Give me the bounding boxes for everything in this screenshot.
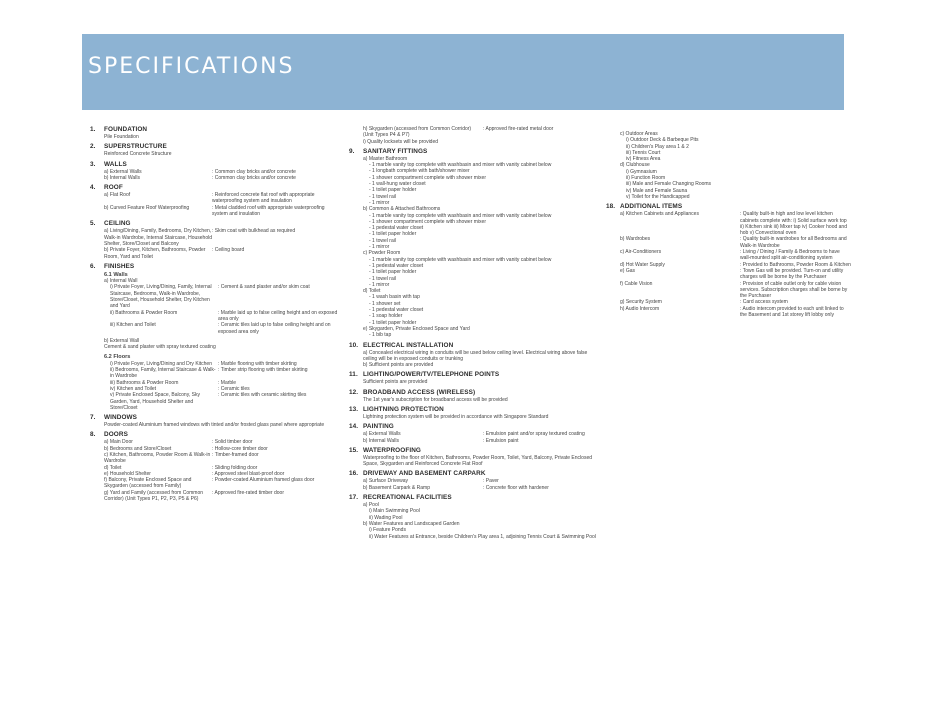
section-superstructure [90,143,340,157]
section-recreational-continued [606,131,851,200]
spec-row: a) Surface Driveway : Paver [363,478,499,485]
list-item: - 1 marble vanity top complete with washbasin and mixer with vanity cabinet below [369,162,552,169]
spec-text: Cement & sand plaster with spray textured coating [104,344,216,351]
spec-row: b) Private Foyer, Kitchen, Bathrooms, Powder Room, Yard and Toilet : Ceiling board [104,247,245,260]
list-item: - 1 mirror [369,244,390,251]
section-ceiling [90,220,340,259]
list-item: iv) Fitness Area [626,156,661,163]
spec-row: c) Air-Conditioners : Living / Dining / Family & Bedrooms to have wall-mounted split air-conditioning system [620,249,840,262]
section-title: WALLS [104,160,127,168]
section-number: 7. [90,414,96,422]
section-title: LIGHTING/POWER/TV/TELEPHONE POINTS [363,371,500,379]
spec-row: v) Private Enclosed Space, Balcony, Sky Garden, Yard, Household Shelter and Store/Closet : Ceramic tiles with ceramic skirting tiles [110,392,307,411]
section-title: SUPERSTRUCTURE [104,143,167,151]
spec-row: h) Skygarden (accessed from Common Corridor) (Unit Types P4 & P7) : Approved fire-rated metal door [363,126,554,139]
section-title: BROADBAND ACCESS (WIRELESS) [363,388,476,396]
section-title: LIGHTNING PROTECTION [363,405,444,413]
spec-row: g) Security System : Card access system [620,299,788,306]
spec-row: a) External Walls : Common clay bricks and/or concrete [104,168,296,175]
fitting-group: b) Common & Attached Bathrooms [363,206,441,213]
spec-row: iii) Bathrooms & Powder Room : Marble [110,379,237,386]
section-number: 1. [90,126,96,133]
section-lightning-protection [349,406,599,420]
list-item: - 1 wash basin with tap [369,294,420,301]
section-number: 17. [349,494,359,502]
spec-text: a) Internal Wall [104,278,138,285]
list-item: - 1 wall-hung water closet [369,181,426,188]
section-number: 6. [90,262,96,270]
section-title: CEILING [104,220,131,228]
spec-row: a) External Walls : Emulsion paint and/or spray textured coating [363,431,585,438]
section-number: 2. [90,143,96,151]
section-lighting-power [349,371,599,385]
list-item: - 1 marble vanity top complete with washbasin and mixer with vanity cabinet below [369,256,552,263]
section-text: Waterproofing to the floor of Kitchen, Bathrooms, Powder Room, Toilet, Yard, Balcony, Private Enclosed Space, Skygarden and Reinforced Concrete Flat Roof [363,454,593,468]
section-painting [349,423,599,444]
list-item: - 1 toilet paper holder [369,231,417,238]
list-item: i) Feature Ponds [369,527,406,534]
spec-text: a) Concealed electrical wiring in conduits will be used below ceiling level. Electrical wiring above false ceiling will be in exposed conduits or trunking [363,349,588,362]
list-item: i) Main Swimming Pool [369,508,420,515]
section-number: 9. [349,147,355,155]
section-text: Powder-coated Aluminium framed windows with tinted and/or frosted glass panel where appropriate [104,422,325,429]
facility-group: d) Clubhouse [620,162,650,169]
spec-row: h) Audio Intercom : Audio intercom provided to each unit linked to the Basement and 1st storey lift lobby only [620,305,844,319]
section-number: 14. [349,423,359,431]
spec-row: b) Basement Carpark & Ramp : Concrete floor with hardener [363,484,549,491]
section-title: FINISHES [104,262,135,270]
column-1 [90,126,340,505]
section-title: RECREATIONAL FACILITIES [363,494,452,502]
fitting-group: d) Toilet [363,288,381,295]
spec-row: d) Hot Water Supply : Provided to Bathrooms, Powder Room & Kitchen [620,261,851,268]
list-item: ii) Function Room [626,175,666,182]
section-recreational-facilities [349,494,599,540]
list-item: - 1 pedestal water closet [369,225,424,232]
section-title: FOUNDATION [104,126,148,133]
list-item: - 1 pedestal water closet [369,307,424,314]
list-item: iii) Tennis Court [626,149,661,156]
list-item: ii) Wading Pool [369,514,403,521]
page-title: SPECIFICATIONS [88,54,295,79]
list-item: - 1 longbath complete with bath/shower mixer [369,168,470,175]
spec-text: i) Quality locksets will be provided [363,138,439,145]
spec-row: g) Yard and Family (accessed from Common Corridor) (Unit Types P1, P2, P3, P5 & P6) : Approved fire-rated timber door [104,489,284,503]
section-number: 13. [349,405,359,413]
section-title: ROOF [104,184,123,192]
section-number: 8. [90,431,96,439]
list-item: - 1 shower compartment complete with shower mixer [369,218,486,225]
section-finishes [90,263,340,411]
section-title: SANITARY FITTINGS [363,147,428,155]
spec-row: b) Wardrobes : Quality built-in wardrobes for all Bedrooms and Walk-in Wardrobe [620,236,847,249]
section-text: The 1st year's subscription for broadband access will be provided [363,396,508,403]
list-item: i) Gymnasium [626,168,657,175]
spec-row: a) Main Door : Solid timber door [104,439,253,446]
section-number: 11. [349,371,358,379]
spec-row: f) Balcony, Private Enclosed Space and Skygarden (accessed from Family) : Powder-coated Aluminium framed glass door [104,477,315,490]
column-2 [349,126,599,543]
section-roof [90,184,340,217]
list-item: iii) Male and Female Changing Rooms [626,181,712,188]
list-item: - 1 towel rail [369,237,396,244]
list-item: - 1 shower compartment complete with shower mixer [369,174,486,181]
spec-row: f) Cable Vision : Provision of cable outlet only for cable vision services. Subscription charges shall be borne by the Purchaser [620,280,848,300]
list-item: - 1 mirror [369,199,390,206]
section-number: 10. [349,341,359,349]
list-item: v) Toilet for the Handicapped [626,193,690,200]
section-sanitary-fittings [349,148,599,339]
list-item: - 1 mirror [369,281,390,288]
list-item: - 1 toilet paper holder [369,187,417,194]
section-title: ADDITIONAL ITEMS [620,203,683,211]
spec-row: a) Living/Dining, Family, Bedrooms, Dry Kitchen, Walk-in Wardrobe, Internal Staircase, Household Shelter, Store/Closet and Balcony : Skim coat with bulkhead as required [104,228,296,247]
header-banner [82,34,844,110]
facility-group: a) Pool [363,502,379,509]
spec-row: e) Household Shelter : Approved steel blast-proof door [104,470,285,477]
list-item: - 1 soap holder [369,313,403,320]
section-title: PAINTING [363,423,394,431]
facility-group: b) Water Features and Landscaped Garden [363,520,460,527]
section-electrical [349,342,599,369]
section-number: 3. [90,160,96,168]
section-text: Sufficient points are provided [363,379,428,386]
spec-row: a) Flat Roof : Reinforced concrete flat roof with appropriate waterproofing system and insulation [104,192,315,205]
list-item: ii) Children's Play area 1 & 2 [626,143,689,150]
section-text: Pile Foundation [104,134,139,140]
spec-row: e) Gas : Town Gas will be provided. Turn-on and utility charges will be borne by the Purchaser [620,267,844,281]
list-item: - 1 toilet paper holder [369,319,417,326]
section-number: 15. [349,446,359,454]
list-item: - 1 shower set [369,300,401,307]
list-item: - 1 towel rail [369,275,396,282]
subsection-title: 6.1 Walls [104,271,128,278]
fitting-group: e) Skygarden, Private Enclosed Space and Yard [363,325,470,332]
list-item: - 1 toilet paper holder [369,269,417,276]
section-windows [90,414,340,428]
spec-row: b) Internal Walls : Emulsion paint [363,437,519,444]
spec-row: i) Private Foyer, Living/Dining, Family, Internal Staircase, Bedrooms, Walk-in Wardrobe, Store/Closet, Household Shelter, Dry Kitchen and Yard : Cement & sand plaster and/or skim coat [110,284,310,310]
subsection-title: 6.2 Floors [104,354,131,361]
spec-row: i) Private Foyer, Living/Dining and Dry Kitchen : Marble flooring with timber skirting [110,360,297,367]
list-item: i) Outdoor Deck & Barbeque Pits [626,137,699,144]
spec-text: b) Sufficient points are provided [363,362,434,369]
section-title: WINDOWS [104,414,138,422]
spec-row: b) Bedrooms and Store/Closet : Hollow-core timber door [104,445,268,452]
spec-row: d) Toilet : Sliding folding door [104,464,258,471]
section-number: 12. [349,388,359,396]
section-foundation [90,126,340,140]
section-additional-items [606,203,851,318]
spec-row: c) Kitchen, Bathrooms, Powder Room & Walk-in Wardrobe : Timber-framed door [104,451,259,465]
list-item: - 1 bib tap [369,332,392,339]
section-title: DRIVEWAY AND BASEMENT CARPARK [363,470,486,478]
list-item: - 1 marble vanity top complete with washbasin and mixer with vanity cabinet below [369,212,552,219]
list-item: - 1 towel rail [369,193,396,200]
section-walls [90,161,340,182]
fitting-group: c) Powder Room [363,250,401,257]
section-title: DOORS [104,431,128,439]
spec-row: iv) Kitchen and Toilet : Ceramic tiles [110,385,250,392]
facility-group: c) Outdoor Areas [620,131,658,137]
section-driveway [349,470,599,491]
spec-row: b) Curved Feature Roof Waterproofing : Metal cladded roof with appropriate waterproofing system and insulation [104,204,325,218]
spec-row: b) Internal Walls : Common clay bricks and/or concrete [104,174,296,181]
section-number: 5. [90,220,96,228]
section-text: Lightning protection system will be provided in accordance with Singapore Standard [363,413,549,420]
spec-text: b) External Wall [104,337,140,344]
section-doors [90,431,340,502]
section-number: 4. [90,184,96,192]
fitting-group: a) Master Bathroom [363,155,408,162]
section-broadband [349,389,599,403]
list-item: ii) Water Features at Entrance, beside Children's Play area 1, adjoining Tennis Court & Swimming Pool [369,533,596,540]
section-waterproofing [349,447,599,468]
section-number: 16. [349,470,359,478]
column-3 [606,131,851,322]
list-item: iv) Male and Female Sauna [626,187,688,194]
section-title: ELECTRICAL INSTALLATION [363,341,454,349]
spec-row: ii) Bedrooms, Family, Internal Staircase & Walk-in Wardrobe : Timber strip flooring with timber skirting [110,367,308,380]
spec-row: iii) Kitchen and Toilet : Ceramic tiles laid up to false ceiling height and on exposed area only [110,322,331,335]
section-number: 18. [606,203,616,211]
section-doors-continued [349,126,599,145]
section-title: WATERPROOFING [363,446,421,454]
spec-row: a) Kitchen Cabinets and Appliances : Quality built-in high and low level kitchen cabinets complete with: i) Solid surface work top ii) Kitchen sink iii) Mixer tap iv) Cooker hood and hob v) Convectional oven [620,211,847,237]
list-item: - 1 pedestal water closet [369,262,424,269]
spec-row: ii) Bathrooms & Powder Room : Marble laid up to false ceiling height and on exposed area only [110,309,338,322]
section-text: Reinforced Concrete Structure [104,151,172,158]
